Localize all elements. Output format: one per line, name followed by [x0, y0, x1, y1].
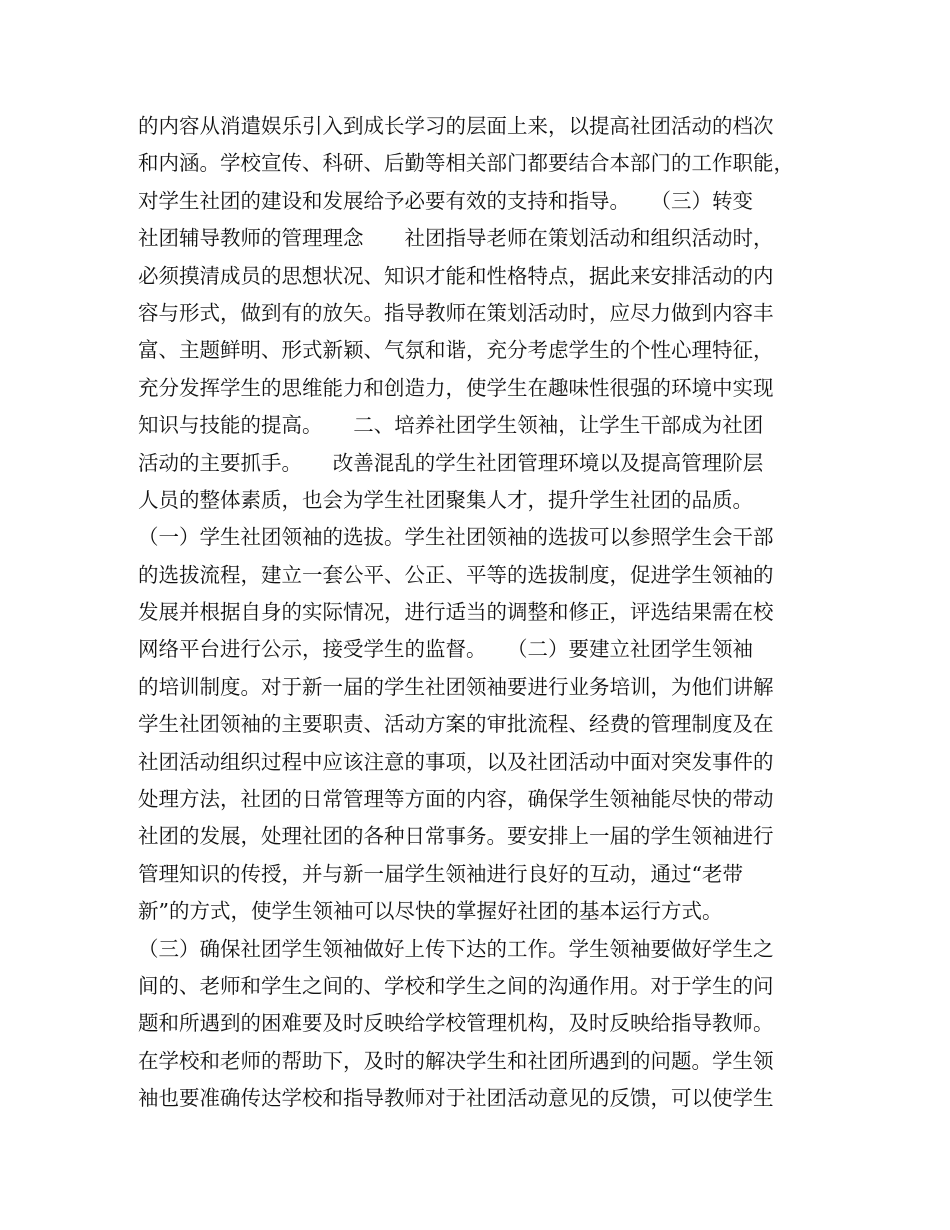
text-line: 题和所遇到的困难要及时反映给学校管理机构，及时反映给指导教师。	[138, 1011, 774, 1036]
text-line: 的内容从消遣娱乐引入到成长学习的层面上来，以提高社团活动的档次	[138, 114, 774, 138]
text-line: 社团活动组织过程中应该注意的事项，以及社团活动中面对突发事件的	[138, 749, 774, 774]
text-line: 学生社团领袖的主要职责、活动方案的审批流程、经费的管理制度及在	[138, 712, 774, 737]
text-line: 容与形式，做到有的放矢。指导教师在策划活动时，应尽力做到内容丰	[138, 300, 774, 325]
text-line: 必须摸清成员的思想状况、知识才能和性格特点，据此来安排活动的内	[138, 263, 774, 288]
text-line: （三）确保社团学生领袖做好上传下达的工作。学生领袖要做好学生之	[138, 936, 774, 961]
text-line: 活动的主要抓手。 改善混乱的学生社团管理环境以及提高管理阶层	[138, 450, 764, 475]
text-line: 对学生社团的建设和发展给予必要有效的支持和指导。 （三）转变	[138, 188, 753, 213]
text-line: 袖也要准确传达学校和指导教师对于社团活动意见的反馈，可以使学生	[138, 1086, 774, 1111]
text-line: 充分发挥学生的思维能力和创造力，使学生在趣味性很强的环境中实现	[138, 375, 774, 400]
text-line: 的培训制度。对于新一届的学生社团领袖要进行业务培训，为他们讲解	[138, 674, 774, 699]
text-line: 的选拔流程，建立一套公平、公正、平等的选拔制度，促进学生领袖的	[138, 562, 774, 587]
text-line: 和内涵。学校宣传、科研、后勤等相关部门都要结合本部门的工作职能，	[138, 151, 794, 176]
body-text	[138, 108, 818, 1118]
text-line: 处理方法，社团的日常管理等方面的内容，确保学生领袖能尽快的带动	[138, 787, 774, 812]
text-line: 人员的整体素质，也会为学生社团聚集人才，提升学生社团的品质。	[138, 487, 753, 512]
text-line: 网络平台进行公示，接受学生的监督。 （二）要建立社团学生领袖	[138, 637, 753, 662]
text-line: 管理知识的传授，并与新一届学生领袖进行良好的互动，通过“老带	[138, 861, 743, 886]
text-line: 社团的发展，处理社团的各种日常事务。要安排上一届的学生领袖进行	[138, 824, 774, 849]
text-line: 社团辅导教师的管理理念 社团指导老师在策划活动和组织活动时，	[138, 226, 774, 251]
text-line: 新”的方式，使学生领袖可以尽快的掌握好社团的基本运行方式。	[138, 899, 723, 924]
text-line: 知识与技能的提高。 二、培养社团学生领袖，让学生干部成为社团	[138, 413, 764, 438]
text-line: 间的、老师和学生之间的、学校和学生之间的沟通作用。对于学生的问	[138, 973, 774, 998]
text-line: 发展并根据自身的实际情况，进行适当的调整和修正，评选结果需在校	[138, 600, 774, 625]
text-line: 富、主题鲜明、形式新颖、气氛和谐，充分考虑学生的个性心理特征，	[138, 338, 774, 363]
text-line: 在学校和老师的帮助下，及时的解决学生和社团所遇到的问题。学生领	[138, 1048, 774, 1073]
text-line: （一）学生社团领袖的选拔。学生社团领袖的选拔可以参照学生会干部	[138, 525, 774, 550]
